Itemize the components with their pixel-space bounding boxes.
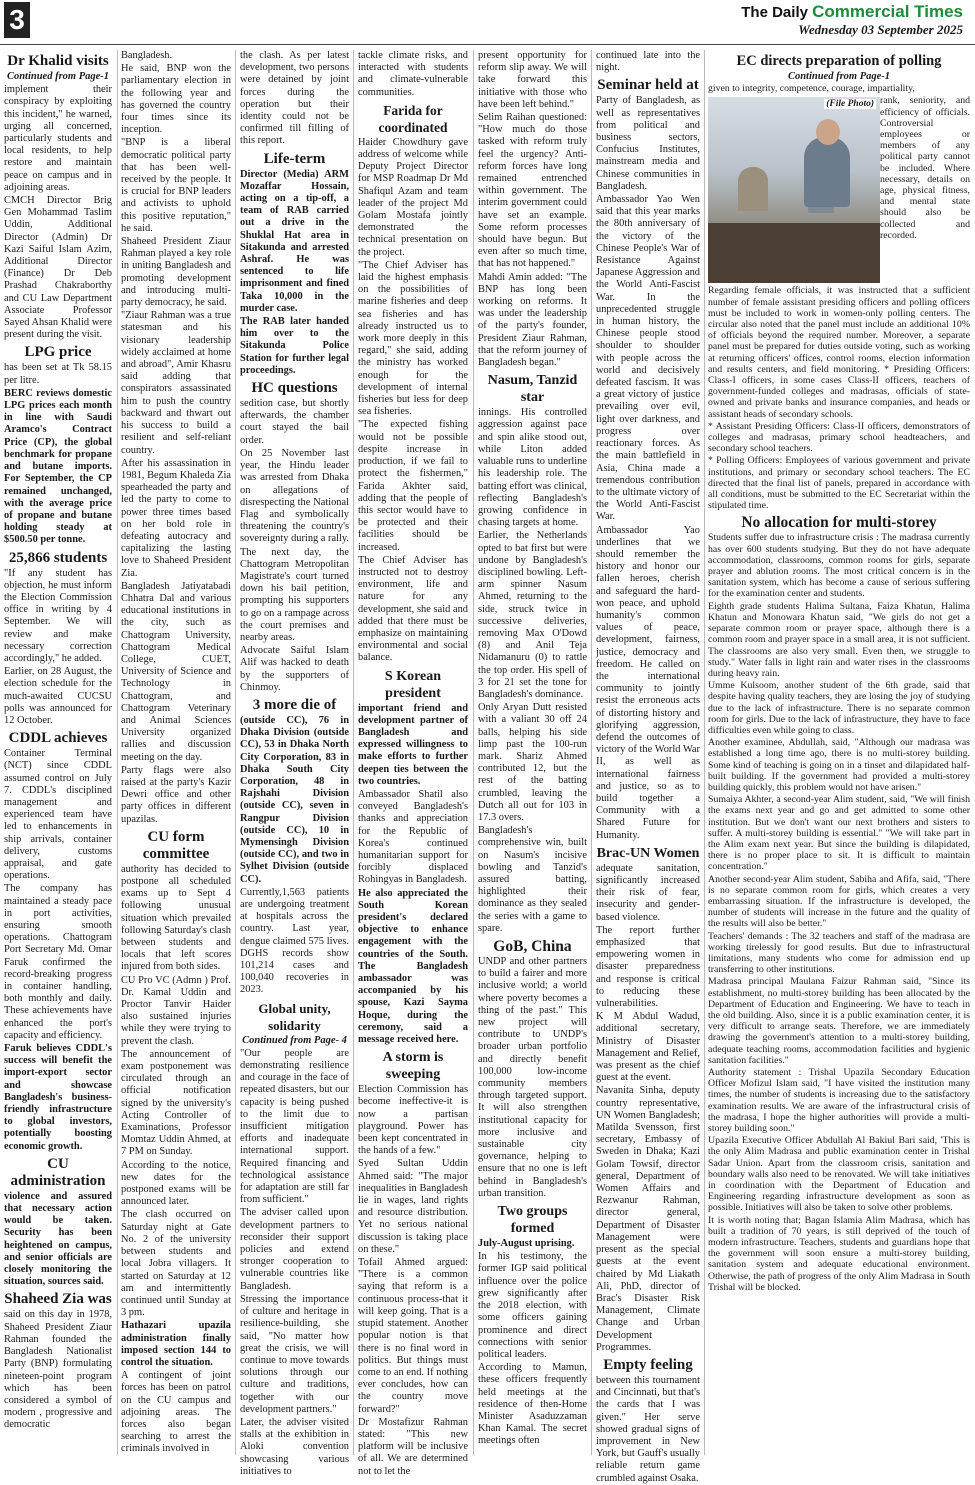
paragraph: "Ziaur Rahman was a true statesman and his visionary leadership widely acclaimed at home and abroad", Amir Khasru said adding that conspirators assassinated him to push the country backward and thwart out his success to build a resilient and self-reliant country. bbox=[121, 310, 231, 456]
paragraph: Another second-year Alim student, Sabiha and Afifa, said, "There is no separate common room for girls, which creates a very embarrassing situation. If the infrastructure is developed, the number of students will increase in the future and the quality of the results will also be better." bbox=[708, 873, 970, 930]
headline: Brac-UN Women bbox=[596, 845, 700, 861]
paragraph: Selim Raihan questioned: "How much do those tasked with reform truly feel the urgency? Anti-reform forces have long remained entrenched within government. The interim government could have set an example. Some reform processes should have begun. But even after so much time, that has not happened." bbox=[478, 112, 587, 270]
column-7 bbox=[708, 50, 970, 1455]
paper-prefix: The Daily bbox=[741, 4, 808, 21]
paragraph: The next day, the Chattogram Metropolitan Magistrate's court turned down his bail petition, prompting his supporters to go on a rampage across the court premises and nearby areas. bbox=[240, 546, 349, 643]
paragraph: "If any student has objection, he must inform the Election Commission office in writing by 4 September. We will review and make necessary correction accordingly," he added. bbox=[4, 567, 112, 664]
paragraph: He also appreciated the South Korean president's declared objective to enhance engagement with the countries of the South. The Bangladesh ambassador was accompanied by his spouse, Kazi Sayma Hoque, during the ceremony, said a message received here. bbox=[358, 887, 468, 1046]
paragraph: implement their conspiracy by exploiting this incident," he warned, urging all concerned, particularly students and local residents, to help restore and maintain peace on campus and in adjoining areas. bbox=[4, 84, 112, 193]
paragraph: Mahdi Amin added: "The BNP has long been working on reforms. It was under the leadership of the party's founder, President Ziaur Rahman, that the reform journey of Bangladesh began." bbox=[478, 271, 587, 369]
paragraph: Navanita Sinha, deputy country representative, UN Women Bangladesh; Matilda Svensson, first secretary, Embassy of Sweden in Dhaka; Kazi Golam Towsif, director general, Department of Women Affairs and Rezwanur Rahman, director general, Department of Disaster Management were present as the special guests at the event chaired by Md Liakath Ali, PhD, director of Brac's Disaster Risk Management, Climate Change and Urban Development Programmes. bbox=[596, 1085, 700, 1353]
continued-note: Continued from Page-1 bbox=[787, 71, 891, 82]
paragraph: A contingent of joint forces has been on patrol on the CU campus and adjoining areas. The forces also began searching to arrest the criminals involved in bbox=[121, 1370, 231, 1455]
photo-person-shape bbox=[804, 137, 850, 207]
masthead-rule bbox=[0, 44, 975, 45]
paragraph: present opportunity for reform slip away. We will take forward this initiative with those who have been left behind." bbox=[478, 50, 587, 110]
column-separator bbox=[591, 50, 592, 1455]
paragraph: BERC reviews domestic LPG prices each month in line with Saudi Aramco's Contract Price (CP), the global benchmark for propane and butane imports. For September, the CP remained unchanged, with the average price of propane and butane holding steady at $500.50 per tonne. bbox=[4, 387, 112, 546]
paragraph: innings. His controlled aggression against pace and spin alike stood out, while Liton added valuable runs to underline his leadership role. The batting effort was clinical, reflecting Bangladesh's growing confidence in chasing targets at home. bbox=[478, 407, 587, 529]
headline: Shaheed Zia was bbox=[4, 1291, 112, 1308]
paragraph: After his assassination in 1981, Begum Khaleda Zia spearheaded the party and led the party to come to power three times based on her bold role in defeating autocracy and capitalizing the lasting love to Shaheed President Zia. bbox=[121, 457, 231, 579]
paragraph: CU Pro VC (Admn ) Prof. Dr. Kamal Uddin and Proctor Tanvir Haider also sustained injuries while they were trying to prevent the clash. bbox=[121, 974, 231, 1047]
paragraph: The clash occurred on Saturday night at Gate No. 2 of the university between students and local Jobra villagers. It started on Saturday at 12 am and intermittently continued until Sunday at 3 pm. bbox=[121, 1209, 231, 1319]
paragraph: Party flags were also raised at the party's Kazir Dewri office and other party offices in different upazilas. bbox=[121, 764, 231, 825]
paragraph: CMCH Director Brig Gen Mohammad Taslim Uddin, Additional Director (Admin) Dr Kazi Saiful Islam Azim, Additional Director (Finance) Dr Deb Prashad Chakraborthy and CU Law Department Associate Professor Sayed Ahsan Khalid were present during the visit. bbox=[4, 195, 112, 341]
paragraph: important friend and development partner of Bangladesh and expressed willingness to make efforts to further deepen ties between the two countries. bbox=[358, 702, 468, 787]
paragraph: Advocate Saiful Islam Alif was hacked to death by the supporters of Chinmoy. bbox=[240, 645, 349, 693]
paragraph: K M Abdul Wadud, additional secretary, Ministry of Disaster Management and Relief, was present as the chief guest at the event. bbox=[596, 1011, 700, 1084]
headline: Seminar held at bbox=[597, 77, 699, 94]
column-3 bbox=[240, 50, 349, 1477]
paragraph: Only Aryan Dutt resisted with a valiant 30 off 24 balls, helping his side limp past the 100-run mark. Shariz Ahmed contributed 12, but the rest of the batting crumbled, leaving the Dutch all out for 103 in 17.3 overs. bbox=[478, 702, 587, 823]
headline: Dr Khalid visits bbox=[7, 53, 109, 69]
photo-table-shape bbox=[708, 223, 880, 283]
column-separator bbox=[235, 50, 236, 1455]
paragraph: Later, the adviser visited stalls at the exhibition in Aloki convention showcasing various initiatives to bbox=[240, 1416, 349, 1477]
paragraph: Container Terminal (NCT) since CDDL assumed control on July 7. CDDL's disciplined management and experienced team have led to enhancements in ship arrivals, container delivery, customs appraisal, and gate operations. bbox=[4, 748, 112, 882]
paragraph: Eighth grade students Halima Sultana, Faiza Khatun, Halima Khatun and Monowara Khatun said, "We girls do not get a separate common room or prayer space, although there is a common room and prayer space in a small area, it is not sufficient. The classrooms are also very small. Even then, we struggle to study." Water falls in light rain and water rises in the classrooms during heavy rain. bbox=[708, 600, 970, 679]
paragraph: It is worth noting that; Bagan Islamia Alim Madrasa, which has built a tradition of 70 years, is still deprived of the touch of modern infrastructure. Teachers, students and guardians hope that the government will soon ensure a multi-storey building, sanitation system and adequate educational environment. Otherwise, the path of progress of the only Alim Madrasa in South Trishal will be blocked. bbox=[708, 1214, 970, 1293]
paragraph: Party of Bangladesh, as well as representatives from political and business sectors, Confucius Institutes, mainstream media and Chinese communities in Bangladesh. bbox=[596, 95, 700, 192]
headline: Farida for coordinated bbox=[378, 102, 448, 135]
paragraph: continued late into the night. bbox=[596, 50, 700, 74]
paragraph: The announcement of exam postponement was circulated through an official notification signed by the university's Acting Controller of Examinations, Professor Momtaz Uddin Ahmed, at 7 PM on Sunday. bbox=[121, 1048, 231, 1158]
headline: LPG price bbox=[24, 344, 92, 361]
paragraph: "BNP is a liberal democratic political party that has been well-received by the people. It is crucial for BNP leaders and activists to uphold this positive reputation," he said. bbox=[121, 137, 231, 234]
paragraph: The Chief Adviser has instructed not to destroy environment, life and nature for any development, she said and added that there must be emphasize on maintaining environmental and social balance. bbox=[358, 554, 468, 664]
paragraph: (outside CC), 76 in Dhaka Division (outside CC), 53 in Dhaka North City Corporation, 83 in Dhaka South City Corporation, 48 in Rajshahi Division (outside CC), seven in Rangpur Division (outside CC), 10 in Mymensingh Division (outside CC), and two in Sylhet Division (outside CC). bbox=[240, 714, 349, 885]
paragraph: has been set at Tk 58.15 per litre. bbox=[4, 362, 112, 386]
headline: No allocation for multi-storey bbox=[741, 514, 937, 532]
paragraph: Ambassador Shatil also conveyed Bangladesh's thanks and appreciation for the Republic of Korea's continued humanitarian support for forcibly displaced Rohingyas in Bangladesh. bbox=[358, 788, 468, 886]
paragraph: Ambassador Yao Wen said that this year marks the 80th anniversary of the victory of the Chinese People's War of Resistance Against Japanese Aggression and the World Anti-Fascist War. In the unprecedented struggle in human history, the Chinese people stood shoulder to shoulder with people across the world and decisively defeated fascism. It was a great victory of justice prevailing over evil, light over darkness, and progress over reactionary forces. As the main battlefield in Asia, China made a tremendous contribution to the ultimate victory of the World Anti-Fascist War. bbox=[596, 194, 700, 523]
paragraph: * Polling Officers: Employees of various government and private institutions, and primary or secondary school teachers. The EC directed that the final list of panels, prepared in accordance with all conditions, must be submitted to the EC Secretariat within the stipulated time. bbox=[708, 455, 970, 512]
paragraph: Authority statement : Trishal Upazila Secondary Education Officer Mofizul Islam said, "I have visited the institution many times, the number of students is increasing due to the satisfactory examination results. We are aware of the infrastructural crisis of the madrasa, I hope the higher authorities will provide a multi-storey building soon." bbox=[708, 1067, 970, 1135]
paragraph: Madrasa principal Maulana Faizur Rahman said, "Since its establishment, no multi-storey building has been allocated by the Department of Education and Engineering. We have to teach in the old building. Also, since it is a public examination center, it is very difficult to arrange seats. Therefore, we are immediately drawing the government's attention to a multi-storey building, adequate teaching rooms, accommodation facilities and hygienic sanitation facilities." bbox=[708, 976, 970, 1066]
news-photo bbox=[708, 97, 880, 283]
headline: Global unity, solidarity bbox=[258, 1000, 331, 1033]
paragraph: Bangladesh's comprehensive win, built on Nasum's incisive bowling and Tanzid's assured batting, highlighted their dominance as they sealed the series with a game to spare. bbox=[478, 825, 587, 934]
headline: Life-term bbox=[263, 150, 326, 167]
paragraph: The company has maintained a steady pace in port activities, ensuring smooth operations. Chattogram Port Secretary Md. Omar Faruk confirmed the record-breaking progress in container handling, both monthly and daily. These achievements have enhanced the port's capacity and efficiency. bbox=[4, 883, 112, 1041]
paragraph: "The Chief Adviser has laid the highest emphasis on the possibilities of marine fisheries and deep sea fisheries and has already instructed us to work more deeply in this regard," she said, adding the ministry has worked enough for the development of internal fisheries but less for deep sea fisheries. bbox=[358, 259, 468, 418]
paragraph: Currently,1,563 patients are undergoing treatment at hospitals across the country. Last year, dengue claimed 575 lives. DGHS records show 101,214 cases and 100,040 recoveries in 2023. bbox=[240, 886, 349, 996]
paragraph: between this tournament and Cincinnati, but that's the cards that I was given." Her serve showed gradual signs of improvement in New York, but Gauff's usually reliable return game crumbled against Osaka. bbox=[596, 1374, 700, 1484]
paragraph: On 25 November last year, the Hindu leader was arrested from Dhaka on allegations of disrespecting the National Flag and symbolically threatening the country's sovereignty during a rally. bbox=[240, 447, 349, 545]
paragraph: Haider Chowdhury gave address of welcome while Deputy Project Director for MSP Roadmap Dr Md Shafiqul Azam and team leader of the project Md Golam Mostafa jointly demonstrated the technical presentation on the project. bbox=[358, 136, 468, 258]
paper-name bbox=[741, 2, 963, 22]
column-separator bbox=[473, 50, 474, 1455]
paragraph: Election Commission has become ineffective-it is now a partisan playground. Power has been kept concentrated in the hands of a few." bbox=[358, 1084, 468, 1157]
photo-caption: (File Photo) bbox=[826, 99, 874, 110]
paragraph: said on this day in 1978, Shaheed President Ziaur Rahman founded the Bangladesh Nationalist Party (BNP) formulating nineteen-point program which has been considered a symbol of modern , progressive and democratic bbox=[4, 1309, 112, 1431]
paragraph: Stressing the importance of culture and heritage in resilience-building, she said, "No matter how great the crisis, we will continue to move towards solutions through our culture and traditions, together with our development partners." bbox=[240, 1293, 349, 1415]
paragraph: The report further emphasized that empowering women in disaster preparedness and response is critical to reducing these vulnerabilities. bbox=[596, 924, 700, 1010]
headline: CU form committee bbox=[142, 828, 210, 862]
paragraph: Another examinee, Abdullah, said, "Although our madrasa was established a long time ago, there is no multi-storey building. Some kind of teaching is going on in a tinset and dilapidated half-built building. If the government had provided a multi-storey building quickly, this problem would not have arisen." bbox=[708, 737, 970, 793]
paragraph: Regarding female officials, it was instructed that a sufficient number of female assistant presiding officers and polling officers must be included to work in women-only polling centers. The circular also noted that the panel must include an additional 10% of officials beyond the required number. Moreover, a separate panel must be prepared for duties outside voting, such as working at returning officers' offices, control rooms, election information and results centers, and field monitoring. * Presiding Officers: Class-I officers, in some cases Class-II officers, teachers of government-funded colleges and madrasas, officials of state-owned and private banks and insurance companies, and heads or assistant heads of secondary schools. bbox=[708, 285, 970, 420]
paragraph: Ambassador Yao underlines that we should remember the history and honor our fallen heroes, cherish and safeguard the hard-won peace, and uphold humanity's common values of peace, development, fairness, justice, democracy and freedom. He called on the international community to jointly resist the erroneous acts of distorting history and glorifying aggression, defend the outcomes of victory of the World War II, as well as international fairness and justice, so as to build together a Community with a Shared Future for Humanity. bbox=[596, 524, 700, 841]
paragraph: authority has decided to postpone all scheduled exams up to Sept 4 following unusual situation which prevailed following Saturday's clash between students and locals that left scores injured from both sides. bbox=[121, 863, 231, 973]
paragraph: violence and assured that necessary action would be taken. Security has been heightened on campus, and senior officials are closely monitoring the situation, sources said. bbox=[4, 1190, 112, 1288]
paragraph: rank, seniority, and efficiency of officials. Controversial employees or members of any political party cannot be included. Where necessary, details on age, physical fitness, and mental state should also be collected and recorded. bbox=[880, 95, 970, 241]
column-4 bbox=[358, 50, 468, 1477]
headline: GoB, China bbox=[493, 938, 572, 956]
paragraph: Syed Sultan Uddin Ahmed said: "The major inequalities in Bangladesh lie in wages, land rights and resource distribution. Yet no serious national discussion is taking place on these." bbox=[358, 1158, 468, 1255]
paragraph: He said, BNP won the parliamentary election in the following year and has governed the country four times since its inception. bbox=[121, 63, 231, 136]
paragraph: Dr Mostafizur Rahman stated: "This new platform will be inclusive of all. We are determined not to let the bbox=[358, 1416, 468, 1477]
headline: Two groups formed bbox=[497, 1204, 568, 1237]
column-2 bbox=[121, 50, 231, 1455]
page-number: 3 bbox=[4, 2, 30, 38]
paragraph: UNDP and other partners to build a fairer and more inclusive world; a world where poverty becomes a thing of the past." This new project will contribute to UNDP's broader urban portfolio and directly benefit 100,000 low-income community members through targeted support. It will also strengthen institutional capacity for more inclusive and sustainable city governance, helping to ensure that no one is left behind in Bangladesh's urban transition. bbox=[478, 956, 587, 1199]
headline: CDDL achieves bbox=[8, 730, 108, 747]
paragraph: "The expected fishing would not be possible despite increase in production, if we fail to protect the fishermen," Farida Akhter said, adding that the people of this sector would have to be protected and their facilities should be increased. bbox=[358, 419, 468, 553]
headline: EC directs preparation of polling bbox=[736, 53, 942, 69]
paragraph: Shaheed President Ziaur Rahman played a key role in uniting Bangladesh and promoting development and introducing multi-party democracy, he said. bbox=[121, 236, 231, 309]
headline: 25,866 students bbox=[8, 549, 108, 566]
photo-person-shape bbox=[738, 167, 768, 211]
paragraph: According to the notice, new dates for the postponed exams will be announced later. bbox=[121, 1159, 231, 1208]
paragraph: adequate sanitation, significantly increased their risk of fear, insecurity and gender-based violence. bbox=[596, 862, 700, 923]
paragraph: Students suffer due to infrastructure crisis : The madrasa currently has over 600 students studying. But they do not have adequate accommodation, classrooms, common rooms for girls, separate prayer and ablution rooms. The most critical concern is in the sanitation system, which has become a cause of serious suffering for the examination center and students. bbox=[708, 532, 970, 600]
column-6 bbox=[596, 50, 700, 1484]
paragraph: Teachers' demands : The 32 teachers and staff of the madrasa are working tirelessly for good results. But due to infrastructural limitations, many students who come for admission end up transferring to other institutions. bbox=[708, 930, 970, 976]
paragraph: * Assistant Presiding Officers: Class-II officers, demonstrators of colleges and madrasas, primary school headteachers, and secondary school teachers. bbox=[708, 420, 970, 455]
paragraph: Director (Media) ARM Mozaffar Hossain, acting on a tip-off, a team of RAB carried out a drive in the Shuklal Hat area in Sitakunda and arrested Ashraf. He was sentenced to life imprisonment and fined Taka 10,000 in the murder case. bbox=[240, 168, 349, 314]
paragraph: Bangladesh Jatiyatabadi Chhatra Dal and various educational institutions in the city, such as Chattogram University, Chattogram Medical College, CUET, University of Science and Technology in Chattogram, and Chattogram Veterinary and Animal Sciences University organized rallies and discussion meeting on the day. bbox=[121, 580, 231, 763]
continued-note: Continued from Page-1 bbox=[6, 71, 110, 82]
column-1 bbox=[4, 50, 112, 1455]
column-separator bbox=[117, 50, 118, 1455]
paragraph: Earlier, on 28 August, the election schedule for the much-awaited CUCSU polls was announced for 12 October. bbox=[4, 666, 112, 726]
paragraph: tackle climate risks, and interacted with students and climate-vulnerable communities. bbox=[358, 50, 468, 98]
paragraph: sedition case, but shortly afterwards, the chamber court stayed the bail order. bbox=[240, 398, 349, 446]
column-separator bbox=[353, 50, 354, 1455]
paragraph: In his testimony, the former IGP said political influence over the police grew significantly after the 2018 election, with some officers gaining prominence and direct connections with senior political leaders. bbox=[478, 1251, 587, 1360]
paragraph: Earlier, the Netherlands opted to bat first but were undone by Bangladesh's disciplined bowling. Left-arm spinner Nasum Ahmed, returning to the side, struck twice in successive deliveries, removing Max O'Dowd (8) and Anil Teja Nidamanuru (0) to rattle the top order. His spell of 3 for 21 set the tone for Bangladesh's dominance. bbox=[478, 530, 587, 700]
paragraph: According to Mamun, these officers frequently held meetings at the residence of then-Home Minister Asaduzzaman Khan Kamal. The secret meetings often bbox=[478, 1362, 587, 1447]
paper-brand: Commercial Times bbox=[812, 2, 963, 21]
continued-note: Continued from Page- 4 bbox=[242, 1034, 347, 1046]
column-5 bbox=[478, 50, 587, 1455]
headline: CU administration bbox=[10, 1155, 106, 1189]
paragraph: Upazila Executive Officer Abdullah Al Bakiul Bari said, 'This is the only Alim Madrasa and public examination center in Trishal Sadar Union. Apart from the classroom crisis, sanitation and boundary walls also need to be renovated. We will take initiatives in coordination with the Department of Education and Engineering regarding infrastructure development as soon as possible. Initiatives will also be taken to solve other problems. bbox=[708, 1135, 970, 1214]
paragraph: July-August uprising. bbox=[478, 1238, 575, 1250]
paragraph: Sumaiya Akhter, a second-year Alim student, said, "We will finish the exams next year and go and get admitted to some other institution. But we don't want our next brothers and sisters to suffer. A multi-storey building is essential." "We will take part in the Alim exam next year. But since the building is dilapidated, there is no proper place to sit. It is difficult to maintain concentration." bbox=[708, 794, 970, 873]
paper-date: Wednesday 03 September 2025 bbox=[798, 22, 963, 37]
headline: Empty feeling bbox=[603, 1356, 693, 1373]
headline: S Korean president bbox=[384, 668, 442, 701]
masthead bbox=[0, 0, 975, 44]
headline: 3 more die of bbox=[252, 696, 337, 713]
paragraph: Bangladesh. bbox=[121, 50, 173, 61]
paragraph: The adviser called upon development partners to reconsider their support policies and extend stronger cooperation to vulnerable countries like Bangladesh. bbox=[240, 1207, 349, 1292]
paragraph: "Our people are demonstrating resilience and courage in the face of repeated disasters, but our capacity is being pushed to the limit due to insufficient mitigation efforts and inadequate international support. Required financing and technological assistance for adaptation are still far from sufficient." bbox=[240, 1047, 349, 1206]
paragraph: given to integrity, competence, courage, impartiality, bbox=[708, 83, 915, 95]
paragraph: Faruk believes CDDL's success will benefit the import-export sector and showcase Bangladesh's business-friendly infrastructure to global investors, potentially boosting economic growth. bbox=[4, 1043, 112, 1152]
headline: HC questions bbox=[251, 380, 338, 397]
paragraph: Tofail Ahmed argued: "There is a common saying that reform is a continuous process-that it will keep going. That is a stupid statement. Another popular notion is that there is no final word in politics. But things must come to an end. If nothing ever concludes, how can the country move forward?" bbox=[358, 1257, 468, 1415]
paragraph: the clash. As per latest development, two persons were detained by joint forces during the operation but their identity could not be confirmed till filling of this report. bbox=[240, 50, 349, 147]
column-separator bbox=[704, 50, 705, 1455]
headline: Nasum, Tanzid star bbox=[487, 373, 578, 406]
paragraph: Hathazari upazila administration finally imposed section 144 to control the situation. bbox=[121, 1320, 231, 1368]
paragraph: Umme Kulsoom, another student of the 6th grade, said that despite having quality teachers, they are losing the joy of studying due to the lack of infrastructure. There is no separate common room for girls. Due to the lack of infrastructure, they have to face difficulties even while going to class. bbox=[708, 680, 970, 736]
headline: A storm is sweeping bbox=[382, 1050, 444, 1083]
paragraph: The RAB later handed him over to the Sitakunda Police Station for further legal proceedings. bbox=[240, 316, 349, 376]
